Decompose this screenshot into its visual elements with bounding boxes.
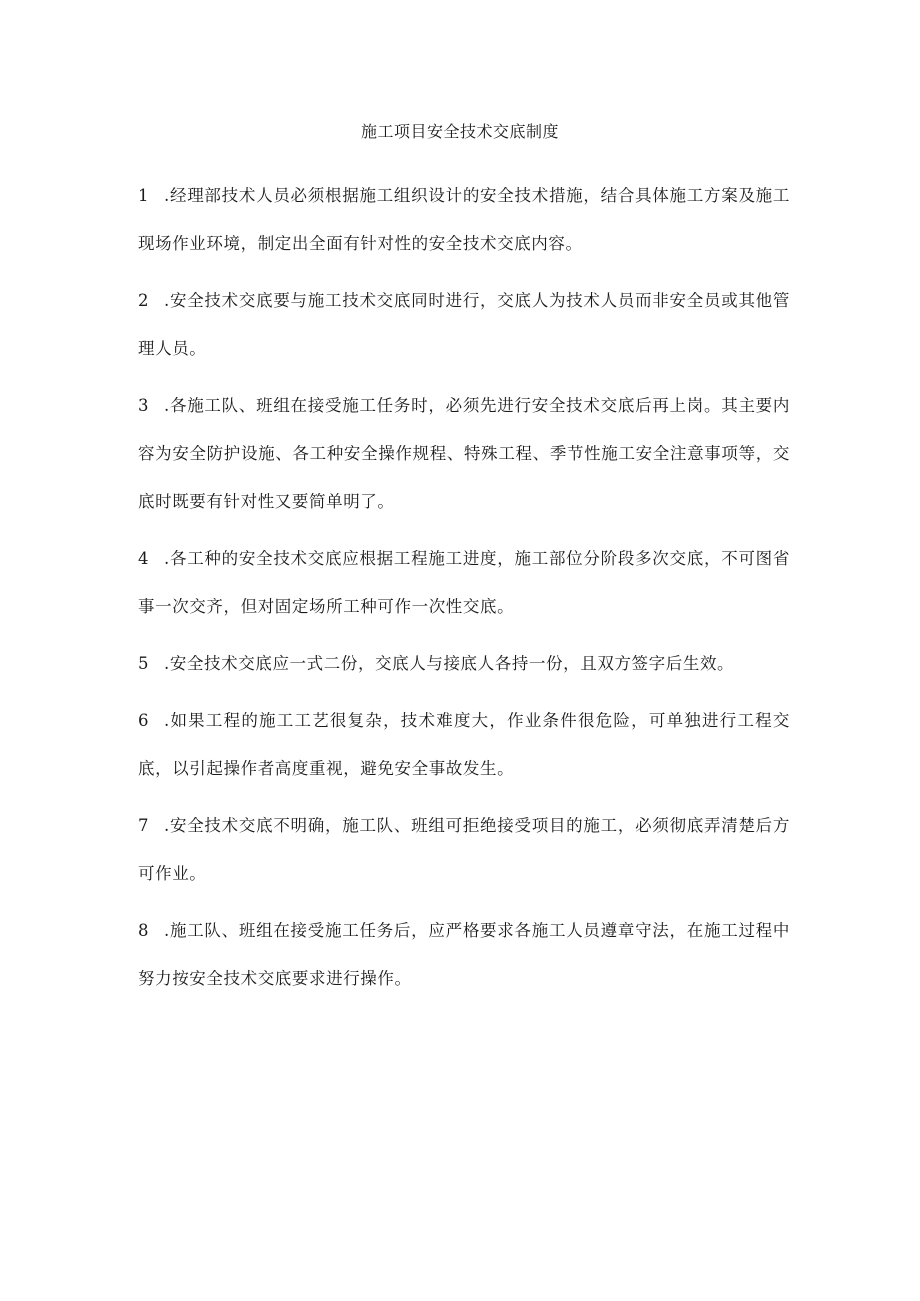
item-number: 4: [138, 549, 150, 568]
item-number: 1: [138, 186, 150, 205]
document-body: [138, 172, 790, 1012]
list-item-7: [138, 802, 790, 898]
list-item-6: [138, 697, 790, 793]
item-number: 7: [138, 816, 150, 835]
document-title: 施工项目安全技术交底制度: [360, 122, 559, 141]
item-text: .各工种的安全技术交底应根据工程施工进度，施工部位分阶段多次交底，不可图省事一次交齐，但对固定场所工种可作一次性交底。: [138, 549, 790, 616]
item-text: .安全技术交底不明确，施工队、班组可拒绝接受项目的施工，必须彻底弄清楚后方可作业。: [138, 816, 790, 883]
list-item-8: [138, 907, 790, 1003]
list-item-1: [138, 172, 790, 268]
item-number: 2: [138, 291, 150, 310]
item-text: .安全技术交底应一式二份，交底人与接底人各持一份，且双方签字后生效。: [164, 654, 735, 673]
item-text: .如果工程的施工工艺很复杂，技术难度大，作业条件很危险，可单独进行工程交底，以引起操作者高度重视，避免安全事故发生。: [138, 711, 790, 778]
list-item-5: [138, 640, 790, 688]
list-item-4: [138, 535, 790, 631]
item-text: .各施工队、班组在接受施工任务时，必须先进行安全技术交底后再上岗。其主要内容为安全防护设施、各工种安全操作规程、特殊工程、季节性施工安全注意事项等，交底时既要有针对性又要简单明了。: [138, 396, 790, 511]
item-number: 8: [138, 921, 150, 940]
item-text: .施工队、班组在接受施工任务后，应严格要求各施工人员遵章守法，在施工过程中努力按安全技术交底要求进行操作。: [138, 921, 790, 988]
list-item-3: [138, 382, 790, 526]
list-item-2: [138, 277, 790, 373]
item-text: .经理部技术人员必须根据施工组织设计的安全技术措施，结合具体施工方案及施工现场作业环境，制定出全面有针对性的安全技术交底内容。: [138, 186, 790, 253]
item-number: 5: [138, 654, 150, 673]
item-number: 3: [138, 396, 150, 415]
item-text: .安全技术交底要与施工技术交底同时进行，交底人为技术人员而非安全员或其他管理人员。: [138, 291, 790, 358]
item-number: 6: [138, 711, 150, 730]
